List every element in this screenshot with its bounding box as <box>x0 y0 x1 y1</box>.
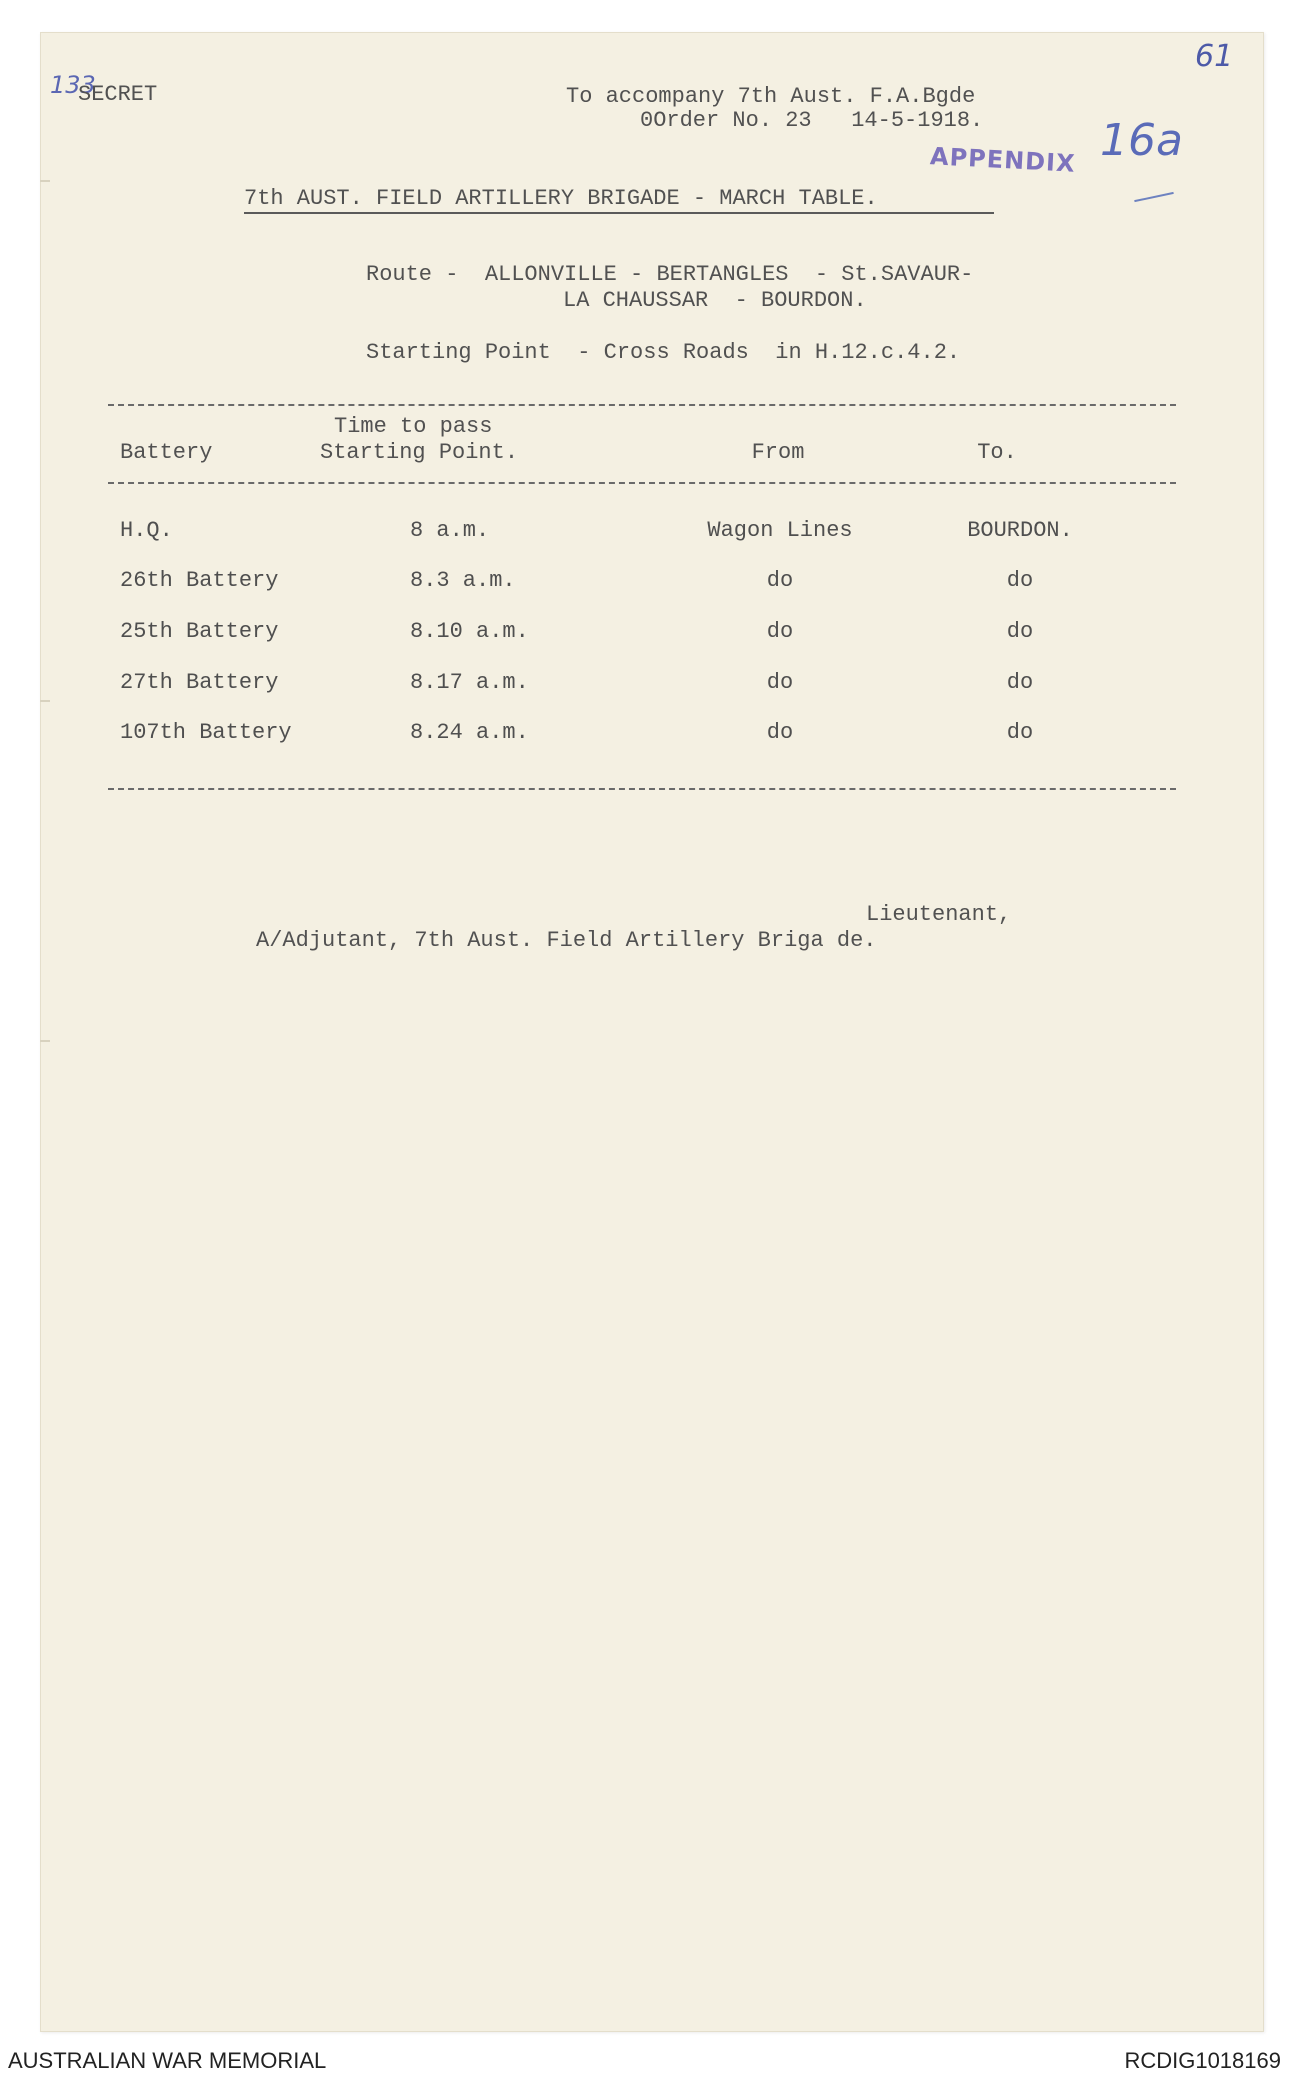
header-battery: Battery <box>120 440 213 465</box>
handwritten-page-number: 61 <box>1195 39 1234 74</box>
appendix-number-handwritten: 16a <box>1100 115 1183 166</box>
cell-time: 8.10 a.m. <box>410 619 529 644</box>
cell-battery: 107th Battery <box>120 720 292 745</box>
cell-from: do <box>766 670 794 695</box>
header-time-line-2: Starting Point. <box>320 440 519 465</box>
cell-time: 8.17 a.m. <box>410 670 529 695</box>
cell-from: do <box>766 568 794 593</box>
table-row <box>0 619 1295 649</box>
table-bottom-rule <box>108 788 1176 790</box>
header-from: From <box>751 440 805 465</box>
cell-from: Wagon Lines <box>707 518 853 543</box>
header-to: To. <box>977 440 1017 465</box>
table-row <box>0 720 1295 750</box>
cell-from: do <box>766 720 794 745</box>
table-row <box>0 568 1295 598</box>
cell-battery: H.Q. <box>120 518 173 543</box>
header-order-line: 0Order No. 23 14-5-1918. <box>640 108 984 133</box>
route-line-1: Route - ALLONVILLE - BERTANGLES - St.SAVAUR- <box>366 262 974 287</box>
cell-to: do <box>1006 720 1034 745</box>
appendix-stamp: APPENDIX <box>929 142 1077 178</box>
cell-time: 8.24 a.m. <box>410 720 529 745</box>
document-title: 7th AUST. FIELD ARTILLERY BRIGADE - MARCH TABLE. <box>244 186 878 211</box>
table-header-rule <box>108 482 1176 484</box>
classification-label: SECRET <box>78 82 158 107</box>
cell-battery: 25th Battery <box>120 619 279 644</box>
header-accompany-line: To accompany 7th Aust. F.A.Bgde <box>566 84 976 109</box>
cell-to: do <box>1006 619 1034 644</box>
route-line-2: LA CHAUSSAR - BOURDON. <box>563 288 867 313</box>
paper-edge-mark <box>40 700 50 702</box>
footer-item-id: RCDIG1018169 <box>1124 2048 1281 2073</box>
table-row <box>0 518 1295 548</box>
table-row <box>0 670 1295 700</box>
footer-archive-name: AUSTRALIAN WAR MEMORIAL <box>8 2048 327 2073</box>
cell-time: 8.3 a.m. <box>410 568 516 593</box>
signature-position: A/Adjutant, 7th Aust. Field Artillery Briga de. <box>256 928 877 953</box>
cell-battery: 27th Battery <box>120 670 279 695</box>
cell-time: 8 a.m. <box>410 518 490 543</box>
starting-point-line: Starting Point - Cross Roads in H.12.c.4.2. <box>366 340 961 365</box>
title-underline <box>244 212 994 214</box>
handwritten-folio-mark: 133 <box>50 71 96 99</box>
cell-to: do <box>1006 670 1034 695</box>
signature-rank: Lieutenant, <box>866 902 1012 927</box>
table-top-rule <box>108 404 1176 406</box>
cell-from: do <box>766 619 794 644</box>
header-time-line-1: Time to pass <box>334 414 493 439</box>
cell-to: BOURDON. <box>967 518 1073 543</box>
cell-battery: 26th Battery <box>120 568 279 593</box>
paper-edge-mark <box>40 1040 50 1042</box>
cell-to: do <box>1006 568 1034 593</box>
paper-edge-mark <box>40 180 50 182</box>
document-page <box>40 32 1264 2032</box>
